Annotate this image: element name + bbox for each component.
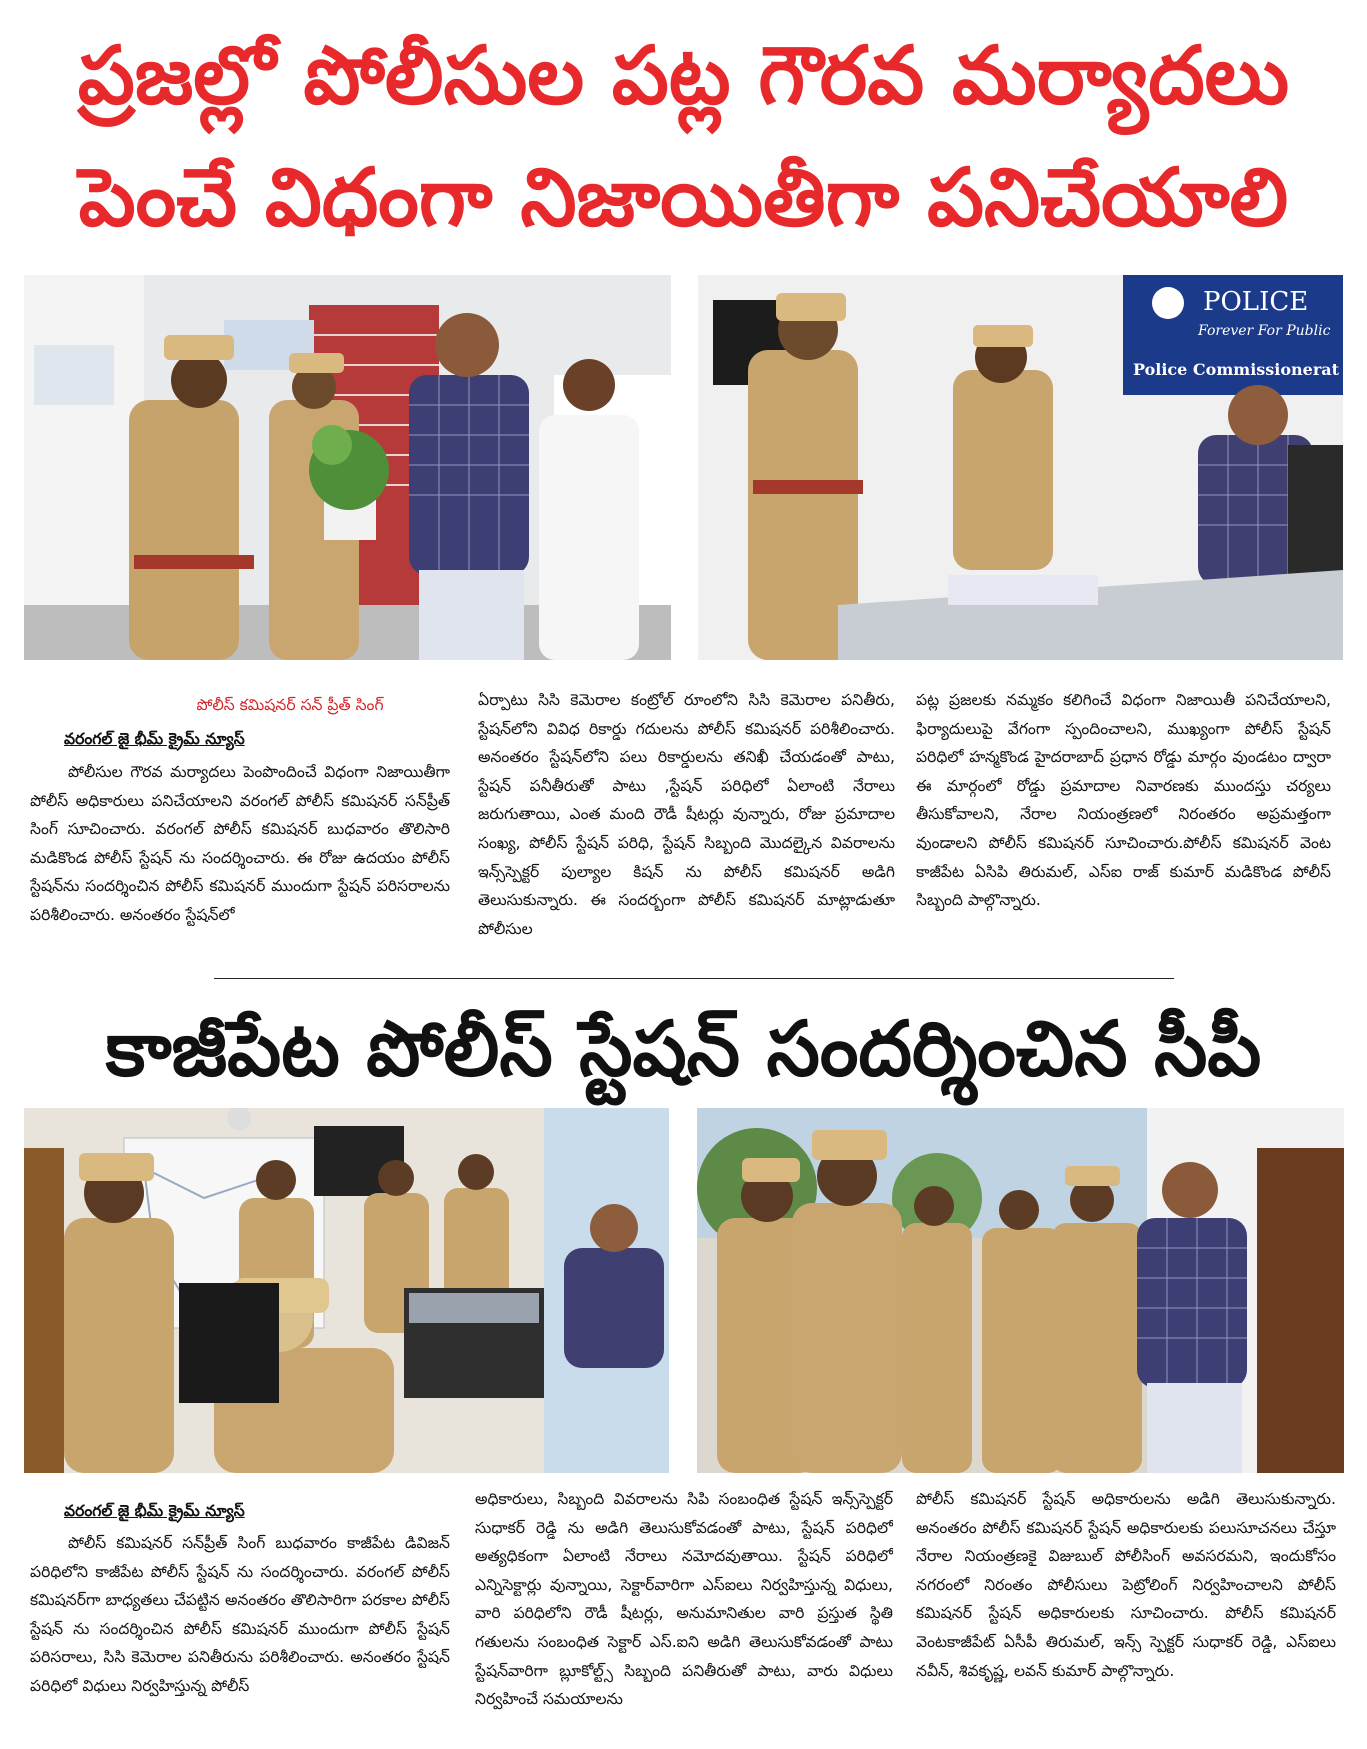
photo-caption: పోలీస్ కమిషనర్ సన్ ప్రీత్ సింగ్ — [196, 696, 384, 714]
article-2-col-2-text: అధికారులు, సిబ్బంది వివరాలను సిపి సంబంధిత స్టేషన్ ఇన్స్‌స్పెక్టర్ సుధాకర్ రెడ్డి ను అడిగి తెలుసుకోవడంతో పాటు, స్టేషన్ పరిధిలో అత్యధికంగా ఏలాంటి నేరాలు నమోదవుతాయి. స్టేషన్ పరిధిలో ఎన్నిసెక్టార్లు వున్నాయి, సెక్టార్‌వారిగా ఎస్ఐలు నిర్వహిస్తున్న విధులు, వారి పరిధిలోని రౌడీ షీటర్లు, అనుమానితుల వారి ప్రస్తుత స్థితి గతులను సంబంధిత సెక్టార్ ఎస్.ఐని అడిగి తెలుసుకోవడంతో పాటు స్టేషన్‌వారిగా బ్లూకోల్ట్స్ సిబ్బంది పనితీరుతో పాటు, వారు విధులు నిర్వహించే సమయాలను — [475, 1490, 893, 1709]
photo-commissioner-office — [698, 275, 1343, 660]
article-1-column-2 — [478, 686, 895, 958]
photo-officers-group — [697, 1108, 1344, 1473]
byline-article-1: వరంగల్ జై భీమ్ క్రైమ్ న్యూస్ — [64, 730, 245, 748]
police-sign-office: Police Commissionerat — [1133, 360, 1340, 379]
police-sign-title: POLICE — [1203, 287, 1309, 317]
article-1-col-2-text: ఏర్పాటు సిసి కెమెరాల కంట్రోల్ రూంలోని సిసి కెమెరాల పనితీరు, స్టేషన్‌లోని వివిధ రికార్డు గదులను పోలీస్ కమిషనర్ పరిశీలించారు. అనంతరం స్టేషన్‌లోని పలు రికార్డులను తనిఖీ చేయడంతో పాటు, స్టేషన్ పనీతీరుతో పాటు ,స్టేషన్ పరిధిలో ఏలాంటి నేరాలు జరుగుతాయి, ఎంత మంది రౌడీ షీటర్లు వున్నారు, రోజు ప్రమాదాల సంఖ్య, పోలీస్ స్టేషన్ పరిధి, స్టేషన్ సిబ్బంది మొదల్కైన వివరాలను ఇన్స్‌స్పెక్టర్ పుల్యాల కిషన్ ను పోలీస్ కమిషనర్ అడిగి తెలుసుకున్నారు. ఈ సందర్బంగా పోలీస్ కమిషనర్ మాట్లాడుతూ పోలీసుల — [478, 691, 895, 938]
article-2-col-3-text: పోలీస్ కమిషనర్ స్టేషన్ అధికారులను అడిగి తెలుసుకున్నారు. అనంతరం పోలీస్ కమిషనర్ స్టేషన్ అధికారులకు పలుసూచనలు చేస్తూ నేరాల నియంత్రణకై విజుబుల్ పోలీసింగ్ అవసరమని, ఇందుకోసం నగరంలో నిరంతం పోలీసులు పెట్రోలింగ్ నిర్వహించాలని పోలీస్ కమిషనర్ స్టేషన్ అధికారులకు సూచించారు. పోలీస్ కమిషనర్ వెంటకాజీపేట్ ఏసీపీ తిరుమల్, ఇన్స్ స్పెక్టర్ సుధాకర్ రెడ్డి, ఎస్ఐలు నవీన్, శివకృష్ణ, లవన్ కుమార్ పాల్గొన్నారు. — [916, 1490, 1336, 1680]
article-1-column-1 — [30, 758, 450, 958]
police-sign-tagline: Forever For Public — [1198, 323, 1331, 339]
article-2-column-1 — [30, 1529, 450, 1739]
article-1-column-3 — [916, 686, 1331, 958]
article-2-column-3 — [916, 1485, 1336, 1741]
article-1-col-1-text: పోలీసుల గౌరవ మర్యాదలు పెంపొందించే విధంగా నిజాయితీగా పోలీస్ అధికారులు పనిచేయాలని వరంగల్ పోలీస్ కమిషనర్ సన్‌ప్రీత్ సింగ్ సూచించారు. వరంగల్ పోలీస్ కమిషనర్ బుధవారం తొలిసారి మడికొండ పోలీస్ స్టేషన్ ను సందర్శించారు. ఈ రోజు ఉదయం పోలీస్ స్టేషన్‌ను సందర్శించిన పోలీస్ కమిషనర్ ముందుగా స్టేషన్ పరిసరాలను పరిశీలించారు. అనంతరం స్టేషన్‌లో — [30, 763, 450, 924]
headline-line-2: పెంచే విధంగా నిజాయితీగా పనిచేయాలి — [78, 151, 1289, 244]
headline-line-1: ప్రజల్లో పోలీసుల పట్ల గౌరవ మర్యాదలు — [77, 29, 1290, 122]
article-2-col-1-text: పోలీస్ కమిషనర్ సన్‌ప్రీత్ సింగ్ బుధవారం కాజీపేట డివిజన్ పరిధిలోని కాజీపేట పోలీస్ స్టేషన్ ను సందర్శించారు. వరంగల్ పోలీస్ కమిషనర్‌గా బాధ్యతలు చేపట్టిన అనంతరం తొలిసారిగా పరకాల పోలీస్ స్టేషన్ ను సందర్శించిన పోలీస్ కమిషనర్ ముందుగా పోలీస్ స్టేషన్ పరిసరాలు, సిసి కెమెరాల పనితీరును పరిశీలించారు. అనంతరం స్టేషన్ పరిధిలో విధులు నిర్వహిస్తున్న పోలీస్ — [30, 1534, 450, 1695]
article-2-column-2 — [475, 1485, 893, 1741]
article-1-col-3-text: పట్ల ప్రజలకు నమ్మకం కలిగించే విధంగా నిజాయితీ పనిచేయాలని, ఫిర్యాదులుపై వేగంగా స్పందించాలని, ముఖ్యంగా పోలీస్ స్టేషన్ పరిధిలో హన్మకొండ హైదరాబాద్ ప్రధాన రోడ్డు మార్గం వుండటం ద్వారా ఈ మార్గంలో రోడ్డు ప్రమాదాల నివారణకు ముందస్తు చర్యలు తీసుకోవాలని, నేరాల నియంత్రణలో నిరంతరం అప్రమత్తంగా వుండాలని పోలీస్ కమిషనర్ సూచించారు.పోలీస్ కమిషనర్ వెంట కాజీపేట ఏసిపి తిరుమల్, ఎస్ఐ రాజ్ కుమార్ మడికొండ పోలీస్ సిబ్బంది పాల్గొన్నారు. — [916, 691, 1331, 910]
headline-article-2: కాజీపేట పోలీస్ స్టేషన్ సందర్శించిన సీపీ — [105, 1004, 1262, 1093]
photo-plant-handover — [24, 275, 671, 660]
photo-station-inspection — [24, 1108, 669, 1473]
byline-article-2: వరంగల్ జై భీమ్ క్రైమ్ న్యూస్ — [64, 1502, 245, 1520]
section-divider — [214, 978, 1174, 979]
